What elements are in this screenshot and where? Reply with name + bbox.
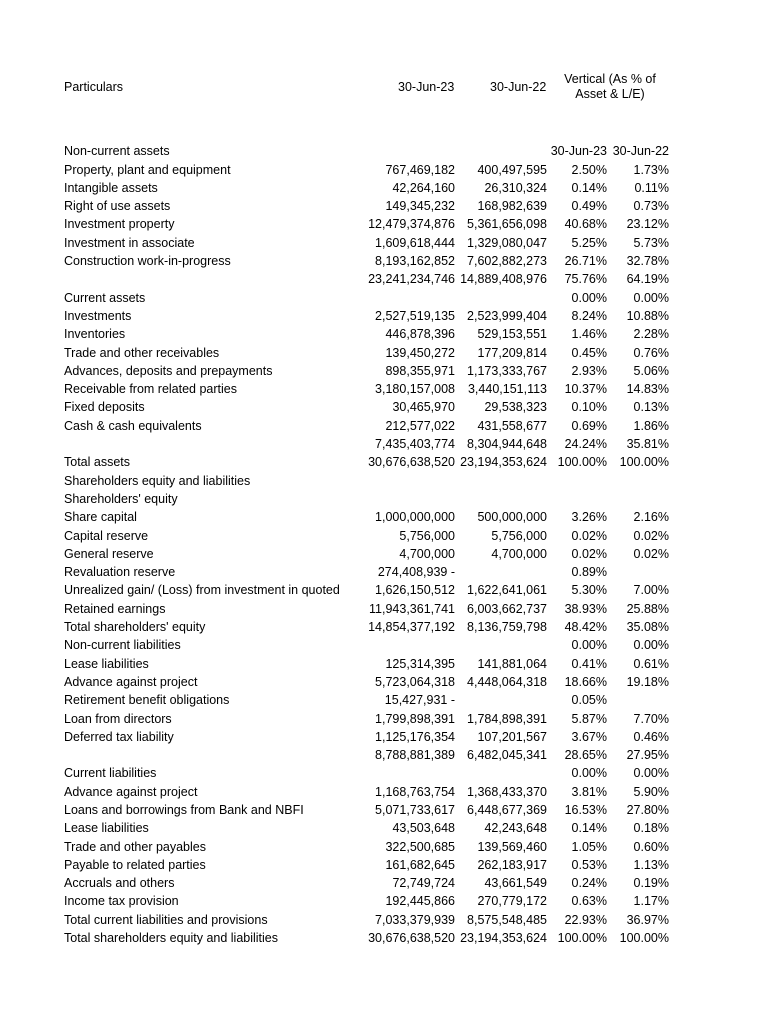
row-label: Construction work-in-progress — [64, 254, 231, 269]
row-label: Loan from directors — [64, 711, 172, 726]
row-label: Deferred tax liability — [64, 729, 174, 744]
percent-30-jun-22: 5.73% — [633, 235, 669, 250]
percent-30-jun-23: 3.26% — [571, 510, 607, 525]
value-30-jun-22: 8,575,548,485 — [467, 912, 547, 927]
value-30-jun-22: 5,756,000 — [491, 528, 547, 543]
row-label: Payable to related parties — [64, 857, 206, 872]
row-label: Total shareholders equity and liabilities — [64, 931, 279, 946]
value-30-jun-22: 5,361,656,098 — [467, 217, 547, 232]
row-label: Share capital — [64, 510, 137, 525]
percent-30-jun-23: 8.24% — [571, 308, 607, 323]
value-30-jun-23: 1,626,150,512 — [375, 583, 455, 598]
percent-30-jun-22: 0.02% — [633, 528, 669, 543]
percent-30-jun-23: 30-Jun-23 — [550, 144, 607, 159]
table-row — [0, 710, 768, 728]
table-row — [0, 142, 768, 160]
value-30-jun-22: 1,329,080,047 — [467, 235, 547, 250]
value-30-jun-23: 898,355,971 — [385, 363, 455, 378]
table-row — [0, 819, 768, 837]
percent-30-jun-23: 0.00% — [571, 290, 607, 305]
percent-30-jun-23: 40.68% — [564, 217, 607, 232]
table-row — [0, 124, 768, 142]
percent-30-jun-22: 35.81% — [626, 437, 669, 452]
percent-30-jun-22: 1.73% — [633, 162, 669, 177]
percent-30-jun-22: 27.95% — [626, 748, 669, 763]
percent-30-jun-22: 0.00% — [633, 290, 669, 305]
table-row — [0, 472, 768, 490]
value-30-jun-23: 1,799,898,391 — [375, 711, 455, 726]
row-label: Right of use assets — [64, 199, 171, 214]
percent-30-jun-22: 0.73% — [633, 199, 669, 214]
value-30-jun-22: 529,153,551 — [477, 327, 547, 342]
table-row — [0, 764, 768, 782]
row-label: Receivable from related parties — [64, 382, 237, 397]
value-30-jun-23: 5,756,000 — [399, 528, 455, 543]
row-label: Non-current liabilities — [64, 638, 181, 653]
row-label: Intangible assets — [64, 180, 158, 195]
value-30-jun-23: 12,479,374,876 — [368, 217, 455, 232]
value-30-jun-22: 2,523,999,404 — [467, 308, 547, 323]
percent-30-jun-22: 1.86% — [633, 418, 669, 433]
value-30-jun-23: 5,071,733,617 — [375, 802, 455, 817]
row-label: Current liabilities — [64, 766, 157, 781]
percent-30-jun-22: 14.83% — [626, 382, 669, 397]
row-label: Advances, deposits and prepayments — [64, 363, 273, 378]
percent-30-jun-22: 0.11% — [634, 180, 669, 195]
value-30-jun-23: 212,577,022 — [385, 418, 455, 433]
value-30-jun-23: 15,427,931 - — [384, 693, 455, 708]
table-row — [0, 161, 768, 179]
value-30-jun-22: 7,602,882,273 — [467, 254, 547, 269]
percent-30-jun-22: 0.02% — [633, 546, 669, 561]
percent-30-jun-23: 100.00% — [557, 455, 607, 470]
value-30-jun-22: 23,194,353,624 — [460, 455, 547, 470]
table-row — [0, 215, 768, 233]
table-row — [0, 325, 768, 343]
percent-30-jun-23: 0.00% — [571, 766, 607, 781]
value-30-jun-23: 11,943,361,741 — [369, 601, 455, 616]
value-30-jun-23: 1,609,618,444 — [375, 235, 455, 250]
percent-30-jun-23: 75.76% — [564, 272, 607, 287]
percent-30-jun-23: 1.46% — [571, 327, 607, 342]
percent-30-jun-23: 48.42% — [564, 620, 607, 635]
table-row — [0, 911, 768, 929]
value-30-jun-23: 7,033,379,939 — [375, 912, 455, 927]
table-row — [0, 545, 768, 563]
value-30-jun-22: 4,700,000 — [491, 546, 547, 561]
value-30-jun-23: 30,676,638,520 — [368, 455, 455, 470]
row-label: Trade and other payables — [64, 839, 206, 854]
percent-30-jun-23: 16.53% — [564, 802, 607, 817]
table-row — [0, 691, 768, 709]
percent-30-jun-22: 5.90% — [633, 784, 669, 799]
table-row — [0, 270, 768, 288]
percent-30-jun-23: 0.02% — [571, 528, 607, 543]
percent-30-jun-22: 0.18% — [633, 821, 669, 836]
row-label: Shareholders equity and liabilities — [64, 473, 251, 488]
percent-30-jun-22: 23.12% — [626, 217, 669, 232]
table-row — [0, 362, 768, 380]
value-30-jun-22: 400,497,595 — [477, 162, 547, 177]
value-30-jun-22: 42,243,648 — [484, 821, 547, 836]
percent-30-jun-22: 7.00% — [633, 583, 669, 598]
percent-30-jun-22: 100.00% — [619, 931, 669, 946]
value-30-jun-22: 139,569,460 — [477, 839, 547, 854]
percent-30-jun-22: 0.19% — [633, 876, 669, 891]
row-label: Inventories — [64, 327, 126, 342]
value-30-jun-23: 161,682,645 — [385, 857, 455, 872]
value-30-jun-23: 139,450,272 — [385, 345, 455, 360]
percent-30-jun-23: 18.66% — [564, 674, 607, 689]
header-col-30-jun-23: 30-Jun-23 — [398, 80, 455, 94]
table-row — [0, 838, 768, 856]
value-30-jun-23: 14,854,377,192 — [368, 620, 455, 635]
percent-30-jun-23: 0.00% — [571, 638, 607, 653]
table-row — [0, 746, 768, 764]
row-label: Investment in associate — [64, 235, 195, 250]
percent-30-jun-23: 10.37% — [564, 382, 607, 397]
value-30-jun-22: 4,448,064,318 — [467, 674, 547, 689]
header-particulars: Particulars — [64, 80, 124, 94]
percent-30-jun-22: 0.60% — [633, 839, 669, 854]
percent-30-jun-22: 2.28% — [633, 327, 669, 342]
value-30-jun-22: 107,201,567 — [477, 729, 547, 744]
value-30-jun-22: 3,440,151,113 — [467, 382, 547, 397]
row-label: Accruals and others — [64, 876, 175, 891]
table-row — [0, 655, 768, 673]
table-row — [0, 563, 768, 581]
table-row — [0, 892, 768, 910]
table-row — [0, 783, 768, 801]
percent-30-jun-22: 100.00% — [619, 455, 669, 470]
row-label: Capital reserve — [64, 528, 149, 543]
percent-30-jun-23: 0.05% — [571, 693, 607, 708]
table-row — [0, 197, 768, 215]
table-row — [0, 490, 768, 508]
value-30-jun-23: 767,469,182 — [385, 162, 455, 177]
percent-30-jun-23: 0.53% — [571, 857, 607, 872]
value-30-jun-23: 125,314,395 — [385, 656, 455, 671]
row-label: Lease liabilities — [64, 656, 149, 671]
row-label: Advance against project — [64, 674, 198, 689]
value-30-jun-22: 431,558,677 — [477, 418, 547, 433]
percent-30-jun-23: 0.45% — [571, 345, 607, 360]
value-30-jun-22: 1,622,641,061 — [467, 583, 547, 598]
row-label: Unrealized gain/ (Loss) from investment in quoted — [64, 583, 340, 598]
table-row — [0, 453, 768, 471]
percent-30-jun-23: 0.69% — [571, 418, 607, 433]
table-row — [0, 234, 768, 252]
value-30-jun-23: 274,408,939 - — [377, 565, 455, 580]
row-label: Current assets — [64, 290, 146, 305]
percent-30-jun-23: 22.93% — [564, 912, 607, 927]
percent-30-jun-23: 5.25% — [571, 235, 607, 250]
table-row — [0, 417, 768, 435]
percent-30-jun-23: 0.02% — [571, 546, 607, 561]
percent-30-jun-23: 0.14% — [571, 821, 607, 836]
percent-30-jun-22: 2.16% — [633, 510, 669, 525]
percent-30-jun-22: 10.88% — [626, 308, 669, 323]
row-label: General reserve — [64, 546, 154, 561]
value-30-jun-23: 8,788,881,389 — [375, 748, 455, 763]
table-row — [0, 636, 768, 654]
row-label: Cash & cash equivalents — [64, 418, 202, 433]
table-row — [0, 929, 768, 947]
row-label: Total shareholders' equity — [64, 620, 206, 635]
table-row — [0, 252, 768, 270]
percent-30-jun-23: 0.41% — [571, 656, 607, 671]
row-label: Retirement benefit obligations — [64, 693, 230, 708]
percent-30-jun-22: 0.61% — [633, 656, 669, 671]
row-label: Property, plant and equipment — [64, 162, 231, 177]
value-30-jun-22: 26,310,324 — [484, 180, 547, 195]
value-30-jun-23: 23,241,234,746 — [368, 272, 455, 287]
percent-30-jun-22: 30-Jun-22 — [612, 144, 669, 159]
row-label: Retained earnings — [64, 601, 166, 616]
value-30-jun-22: 500,000,000 — [477, 510, 547, 525]
value-30-jun-23: 4,700,000 — [399, 546, 455, 561]
value-30-jun-23: 1,125,176,354 — [375, 729, 455, 744]
percent-30-jun-23: 3.67% — [571, 729, 607, 744]
value-30-jun-23: 43,503,648 — [392, 821, 455, 836]
row-label: Fixed deposits — [64, 400, 145, 415]
value-30-jun-23: 3,180,157,008 — [375, 382, 455, 397]
percent-30-jun-23: 0.63% — [571, 894, 607, 909]
percent-30-jun-23: 38.93% — [564, 601, 607, 616]
percent-30-jun-22: 1.17% — [633, 894, 669, 909]
value-30-jun-23: 1,000,000,000 — [375, 510, 455, 525]
value-30-jun-22: 6,448,677,369 — [467, 802, 547, 817]
value-30-jun-22: 6,003,662,737 — [467, 601, 547, 616]
value-30-jun-22: 29,538,323 — [484, 400, 547, 415]
percent-30-jun-23: 2.50% — [571, 162, 607, 177]
value-30-jun-22: 14,889,408,976 — [460, 272, 547, 287]
row-label: Non-current assets — [64, 144, 170, 159]
percent-30-jun-23: 0.24% — [571, 876, 607, 891]
header-vertical-analysis: Vertical (As % of Asset & L/E) — [564, 72, 656, 101]
table-row — [0, 307, 768, 325]
table-row — [0, 435, 768, 453]
percent-30-jun-23: 24.24% — [564, 437, 607, 452]
value-30-jun-23: 322,500,685 — [385, 839, 455, 854]
percent-30-jun-23: 0.14% — [571, 180, 607, 195]
value-30-jun-23: 7,435,403,774 — [375, 437, 455, 452]
table-row — [0, 856, 768, 874]
value-30-jun-22: 1,173,333,767 — [467, 363, 547, 378]
value-30-jun-23: 1,168,763,754 — [375, 784, 455, 799]
value-30-jun-23: 446,878,396 — [385, 327, 455, 342]
percent-30-jun-22: 25.88% — [626, 601, 669, 616]
row-label: Lease liabilities — [64, 821, 149, 836]
value-30-jun-23: 5,723,064,318 — [375, 674, 455, 689]
percent-30-jun-22: 36.97% — [626, 912, 669, 927]
percent-30-jun-22: 64.19% — [626, 272, 669, 287]
table-row — [0, 728, 768, 746]
percent-30-jun-22: 19.18% — [626, 674, 669, 689]
table-row — [0, 508, 768, 526]
value-30-jun-23: 42,264,160 — [392, 180, 455, 195]
table-row — [0, 344, 768, 362]
table-row — [0, 673, 768, 691]
percent-30-jun-22: 27.80% — [626, 802, 669, 817]
percent-30-jun-23: 0.49% — [571, 199, 607, 214]
percent-30-jun-22: 0.13% — [633, 400, 669, 415]
table-row — [0, 380, 768, 398]
percent-30-jun-23: 0.89% — [571, 565, 607, 580]
value-30-jun-22: 262,183,917 — [477, 857, 547, 872]
table-row — [0, 801, 768, 819]
row-label: Trade and other receivables — [64, 345, 220, 360]
value-30-jun-23: 149,345,232 — [385, 199, 455, 214]
row-label: Investment property — [64, 217, 175, 232]
row-label: Advance against project — [64, 784, 198, 799]
table-row — [0, 398, 768, 416]
value-30-jun-22: 168,982,639 — [477, 199, 547, 214]
table-row — [0, 618, 768, 636]
row-label: Income tax provision — [64, 894, 179, 909]
value-30-jun-22: 141,881,064 — [477, 656, 547, 671]
value-30-jun-22: 43,661,549 — [484, 876, 547, 891]
percent-30-jun-22: 35.08% — [626, 620, 669, 635]
row-label: Revaluation reserve — [64, 565, 176, 580]
table-row — [0, 289, 768, 307]
table-row — [0, 179, 768, 197]
percent-30-jun-23: 5.30% — [571, 583, 607, 598]
row-label: Total current liabilities and provisions — [64, 912, 268, 927]
row-label: Investments — [64, 308, 132, 323]
percent-30-jun-23: 100.00% — [557, 931, 607, 946]
table-row — [0, 874, 768, 892]
percent-30-jun-22: 1.13% — [633, 857, 669, 872]
percent-30-jun-22: 5.06% — [633, 363, 669, 378]
percent-30-jun-22: 7.70% — [633, 711, 669, 726]
percent-30-jun-22: 32.78% — [626, 254, 669, 269]
header-col-30-jun-22: 30-Jun-22 — [490, 80, 547, 94]
percent-30-jun-22: 0.00% — [633, 766, 669, 781]
value-30-jun-22: 270,779,172 — [477, 894, 547, 909]
row-label: Loans and borrowings from Bank and NBFI — [64, 802, 304, 817]
row-label: Total assets — [64, 455, 131, 470]
percent-30-jun-23: 28.65% — [564, 748, 607, 763]
value-30-jun-23: 30,676,638,520 — [368, 931, 455, 946]
value-30-jun-22: 177,209,814 — [477, 345, 547, 360]
percent-30-jun-23: 5.87% — [571, 711, 607, 726]
value-30-jun-22: 1,784,898,391 — [467, 711, 547, 726]
value-30-jun-23: 30,465,970 — [392, 400, 455, 415]
table-row — [0, 527, 768, 545]
percent-30-jun-23: 1.05% — [571, 839, 607, 854]
percent-30-jun-23: 3.81% — [571, 784, 607, 799]
value-30-jun-22: 1,368,433,370 — [467, 784, 547, 799]
value-30-jun-23: 72,749,724 — [392, 876, 455, 891]
percent-30-jun-23: 0.10% — [571, 400, 607, 415]
value-30-jun-22: 6,482,045,341 — [467, 748, 547, 763]
value-30-jun-22: 8,136,759,798 — [467, 620, 547, 635]
row-label: Shareholders' equity — [64, 491, 178, 506]
value-30-jun-23: 8,193,162,852 — [375, 254, 455, 269]
value-30-jun-22: 23,194,353,624 — [460, 931, 547, 946]
percent-30-jun-22: 0.76% — [633, 345, 669, 360]
percent-30-jun-22: 0.46% — [633, 729, 669, 744]
table-row — [0, 581, 768, 599]
value-30-jun-22: 8,304,944,648 — [467, 437, 547, 452]
value-30-jun-23: 192,445,866 — [385, 894, 455, 909]
table-row — [0, 600, 768, 618]
percent-30-jun-23: 26.71% — [564, 254, 607, 269]
statement-rows — [0, 124, 768, 947]
percent-30-jun-22: 0.00% — [633, 638, 669, 653]
value-30-jun-23: 2,527,519,135 — [375, 308, 455, 323]
percent-30-jun-23: 2.93% — [571, 363, 607, 378]
